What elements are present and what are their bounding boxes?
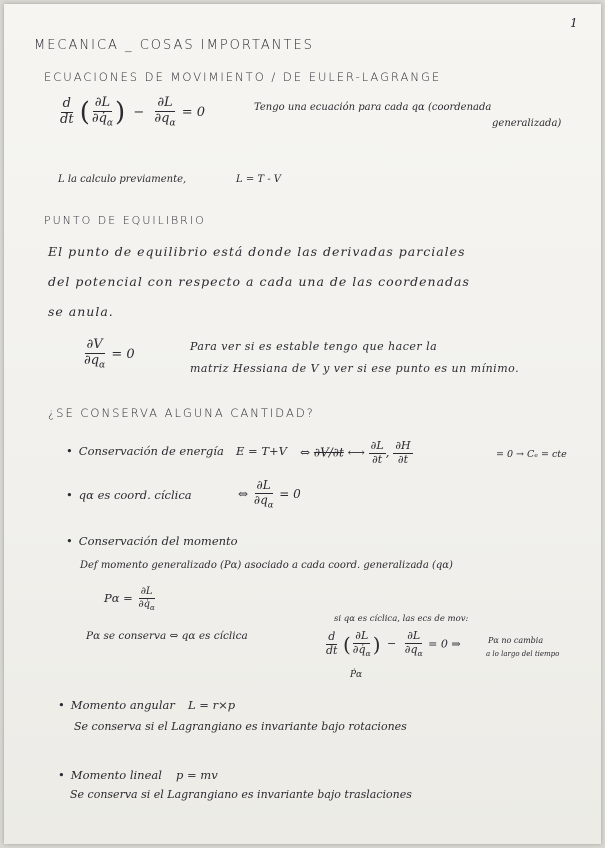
eq-condition-rhs: = 0 xyxy=(111,346,135,362)
momentum-formula: Pα = $\frac{\partial L}{\partial q̇_\alpha}$ xyxy=(104,586,155,612)
energy-result: = 0 → Cₑ = cte xyxy=(496,449,567,460)
conserved-line: Pα se conserva ⇔ qα es cíclica xyxy=(86,630,248,642)
el-note-line2: generalizada) xyxy=(492,118,562,129)
eq-line2: del potencial con respecto a cada una de las coordenadas xyxy=(48,274,470,289)
el-equation-rhs: = 0 xyxy=(181,104,206,120)
energy-label: • Conservación de energía xyxy=(66,444,224,458)
cyclic-eom-equation: $\frac{d}{dt}$ ( $\frac{\partial L}{\partial q̇_\alpha}$ ) − $\frac{\partial L}{\partial q_\alpha}$ = 0 ⇒ xyxy=(326,629,461,658)
linear-desc: Se conserva si el Lagrangiano es invariante bajo traslaciones xyxy=(70,788,412,801)
lagrangian-formula: L = T - V xyxy=(236,174,282,185)
linear-formula: p = mv xyxy=(176,768,218,782)
cyclic-note: si qα es cíclica, las ecs de mov: xyxy=(334,614,469,624)
energy-formula: E = T+V xyxy=(236,444,287,458)
eq-note-line2: matriz Hessiana de V y ver si ese punto es un mínimo. xyxy=(190,362,520,375)
lagrangian-text: L la calculo previamente, xyxy=(58,174,187,185)
eq-note-line1: Para ver si es estable tengo que hacer la xyxy=(190,340,438,353)
result-line2: a lo largo del tiempo xyxy=(486,650,560,658)
page-number: 1 xyxy=(570,16,578,30)
angular-desc: Se conserva si el Lagrangiano es invariante bajo rotaciones xyxy=(74,720,407,733)
cyclic-rhs: = 0 xyxy=(279,486,301,501)
cyclic-condition: ⇔ $\frac{\partial L}{\partial q_\alpha}$ = 0 xyxy=(238,478,301,510)
linear-label: • Momento lineal xyxy=(58,768,162,782)
el-note-line1: Tengo una ecuación para cada qα (coordenada xyxy=(254,102,492,113)
equilibrium-condition: $\frac{\partial V}{\partial q_\alpha}$ = 0 xyxy=(84,337,135,371)
cyclic-label: • qα es coord. cíclica xyxy=(66,488,192,502)
angular-label: • Momento angular xyxy=(58,698,175,712)
result-line1: Pα no cambia xyxy=(488,636,544,645)
momentum-label: • Conservación del momento xyxy=(66,534,238,548)
el-heading: ECUACIONES DE MOVIMIENTO / DE EULER-LAGRANGE xyxy=(44,70,442,84)
eq-line3: se anula. xyxy=(48,304,114,319)
momentum-def: Def momento generalizado (Pα) asociado a cada coord. generalizada (qα) xyxy=(80,560,453,571)
page-title: MECANICA _ COSAS IMPORTANTES xyxy=(34,38,314,53)
euler-lagrange-equation: $\frac{d}{dt}$ ( $\frac{\partial L}{\partial q̇_\alpha}$ ) − $\frac{\partial L}{\partial q_\alpha}$ = 0 xyxy=(60,95,206,129)
notebook-page xyxy=(4,4,601,844)
eq-line1: El punto de equilibrio está donde las derivadas parciales xyxy=(48,244,466,259)
momentum-symbol: Pα = xyxy=(104,590,133,605)
pa-under: Ṗα xyxy=(350,670,363,680)
energy-derivatives: ⇔ ∂V/∂t ⟷ $\frac{\partial L}{\partial t}$ , $\frac{\partial H}{\partial t}$ xyxy=(300,439,411,466)
cons-heading: ¿SE CONSERVA ALGUNA CANTIDAD? xyxy=(48,406,315,420)
eq-heading: PUNTO DE EQUILIBRIO xyxy=(44,214,206,227)
angular-formula: L = r×p xyxy=(188,698,236,712)
